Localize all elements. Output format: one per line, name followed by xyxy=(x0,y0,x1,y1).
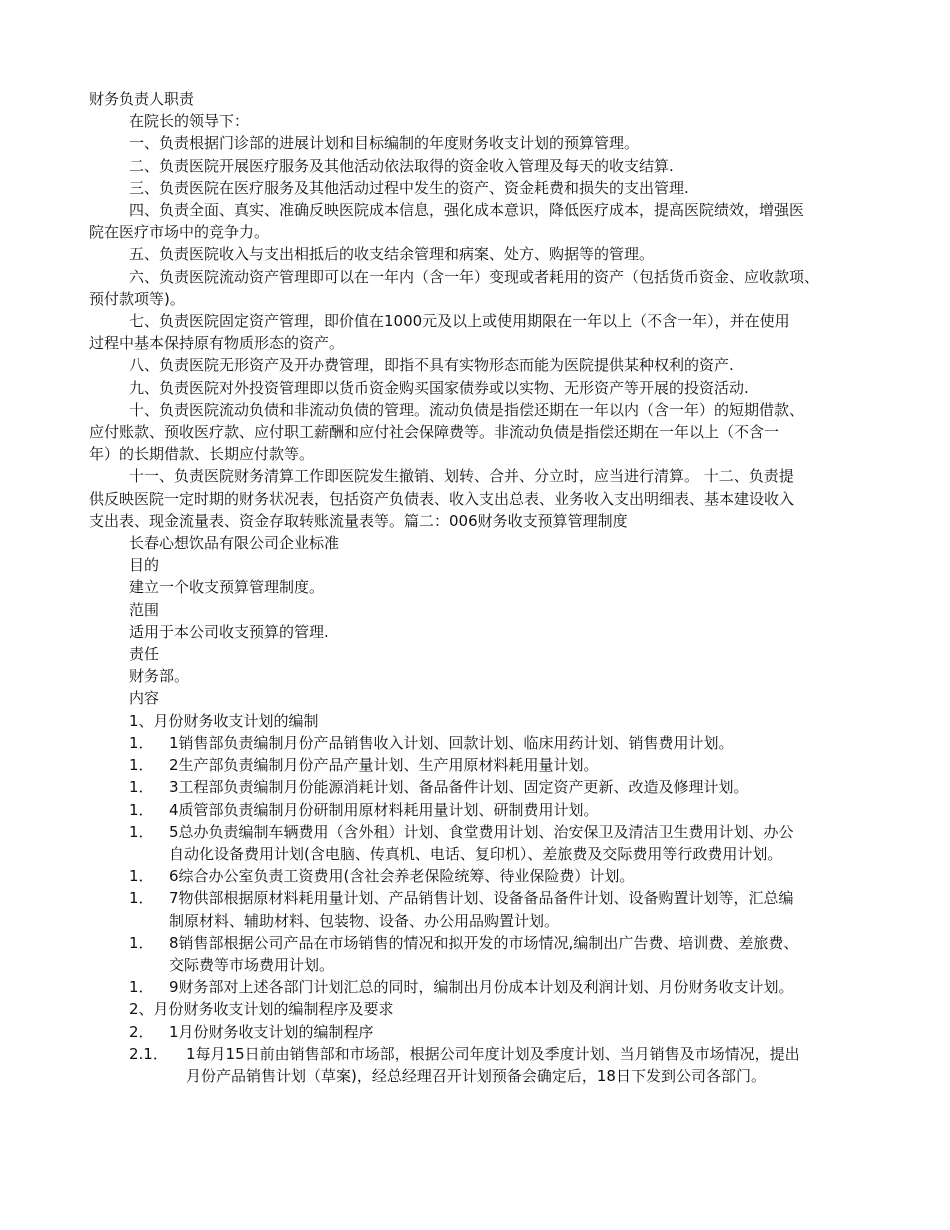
section-line: 1、月份财务收支计划的编制 xyxy=(129,711,319,730)
item-text xyxy=(169,976,870,998)
plan-items-list xyxy=(89,732,870,998)
item-line: 自动化设备费用计划(含电脑、传真机、电话、复印机）、差旅费及交际费用等行政费用计划。 xyxy=(169,844,783,863)
duty-line: 二、负责医院开展医疗服务及其他活动依法取得的资金收入管理及每天的收支结算. xyxy=(129,156,674,175)
section-standard xyxy=(89,532,870,732)
intro-line: 在院长的领导下： xyxy=(129,112,250,131)
item-line: 1月份财务收支计划的编制程序 xyxy=(169,1022,374,1041)
duty-line: 十、负责医院流动负债和非流动负债的管理。流动负债是指偿还期在一年以内（含一年）的短期借款、 xyxy=(129,400,805,419)
duty-paragraph xyxy=(89,354,870,376)
item-line: 4质管部负责编制月份研制用原材料耗用量计划、研制费用计划。 xyxy=(169,800,599,819)
duty-paragraph xyxy=(89,377,870,399)
item-text xyxy=(169,732,870,754)
duty-paragraph xyxy=(89,243,870,265)
item-text xyxy=(169,1021,870,1043)
section-line: 长春心想饮品有限公司企业标准 xyxy=(129,534,340,553)
duty-line: 年）的长期借款、长期应付款等。 xyxy=(89,445,315,464)
list-item xyxy=(89,887,870,931)
duty-line: 院在医疗市场中的竞争力。 xyxy=(89,223,270,242)
item-number: 2.1． xyxy=(129,1044,168,1063)
duty-paragraph xyxy=(89,266,870,310)
item-line: 6综合办公室负责工资费用(含社会养老保险统筹、待业保险费）计划。 xyxy=(169,867,635,886)
list-item xyxy=(89,976,870,998)
duty-line: 一、负责根据门诊部的进展计划和目标编制的年度财务收支计划的预算管理。 xyxy=(129,134,640,153)
duty-line: 供反映医院一定时期的财务状况表，包括资产负债表、收入支出总表、业务收入支出明细表、基本建设收入 xyxy=(89,489,795,508)
duty-paragraph xyxy=(89,155,870,177)
item-number: 1． xyxy=(129,756,154,775)
duty-line: 七、负责医院固定资产管理，即价值在1000元及以上或使用期限在一年以上（不含一年），并在使用 xyxy=(129,312,790,331)
list-item xyxy=(89,799,870,821)
item-text xyxy=(169,776,870,798)
item-text xyxy=(169,754,870,776)
item-number: 1． xyxy=(129,889,154,908)
item-text xyxy=(169,887,870,931)
duty-paragraph xyxy=(89,177,870,199)
duty-line: 九、负责医院对外投资管理即以货币资金购买国家债券或以实物、无形资产等开展的投资活动. xyxy=(129,378,749,397)
item-text xyxy=(169,821,870,865)
item-number: 1． xyxy=(129,978,154,997)
section-line: 适用于本公司收支预算的管理. xyxy=(129,622,329,641)
duty-paragraph xyxy=(89,465,870,532)
list-item xyxy=(89,754,870,776)
item-line: 1每月15日前由销售部和市场部，根据公司年度计划及季度计划、当月销售及市场情况，提出 xyxy=(186,1044,800,1063)
duty-paragraph xyxy=(89,399,870,466)
list-item xyxy=(89,865,870,887)
list-item xyxy=(89,776,870,798)
duty-line: 八、负责医院无形资产及开办费管理，即指不具有实物形态而能为医院提供某种权利的资产. xyxy=(129,356,734,375)
item-number: 1． xyxy=(129,778,154,797)
item-number: 1． xyxy=(129,733,154,752)
section-line: 建立一个收支预算管理制度。 xyxy=(129,578,325,597)
duty-line: 三、负责医院在医疗服务及其他活动过程中发生的资产、资金耗费和损失的支出管理. xyxy=(129,178,689,197)
list-item xyxy=(89,732,870,754)
section-heading: 2、月份财务收支计划的编制程序及要求 xyxy=(129,1000,394,1019)
section-line: 内容 xyxy=(129,689,160,708)
duty-paragraph xyxy=(89,199,870,243)
section-line: 目的 xyxy=(129,556,160,575)
item-line: 7物供部根据原材料耗用量计划、产品销售计划、设备备品备件计划、设备购置计划等，汇总编 xyxy=(169,889,794,908)
item-text xyxy=(169,865,870,887)
duty-line: 应付账款、预收医疗款、应付职工薪酬和应付社会保障费等。非流动负债是指偿还期在一年以上（不含一 xyxy=(89,423,780,442)
duty-line: 十一、负责医院财务清算工作即医院发生撤销、划转、合并、分立时，应当进行清算。 十二、负责提 xyxy=(129,467,794,486)
item-line: 2生产部负责编制月份产品产量计划、生产用原材料耗用量计划。 xyxy=(169,756,599,775)
item-number: 1． xyxy=(129,822,154,841)
item-number: 1． xyxy=(129,867,154,886)
list-item xyxy=(89,1021,870,1043)
duty-paragraph xyxy=(89,310,870,354)
doc-title: 财务负责人职责 xyxy=(89,90,195,108)
item-line: 制原材料、辅助材料、包装物、设备、办公用品购置计划。 xyxy=(169,911,560,930)
list-item xyxy=(89,932,870,976)
item-text xyxy=(169,799,870,821)
item-number: 2． xyxy=(129,1022,154,1041)
item-line: 8销售部根据公司产品在市场销售的情况和拟开发的市场情况,编制出广告费、培训费、差旅费、 xyxy=(169,933,799,952)
item-text xyxy=(186,1043,870,1087)
item-number: 1． xyxy=(129,800,154,819)
section-line: 财务部。 xyxy=(129,667,190,686)
item-line: 交际费等市场费用计划。 xyxy=(169,955,335,974)
section-line: 范围 xyxy=(129,600,160,619)
duty-paragraph xyxy=(89,132,870,154)
item-line: 9财务部对上述各部门计划汇总的同时，编制出月份成本计划及利润计划、月份财务收支计划。 xyxy=(169,978,794,997)
item-line: 5总办负责编制车辆费用（含外租）计划、食堂费用计划、治安保卫及清洁卫生费用计划、办公 xyxy=(169,822,794,841)
item-line: 1销售部负责编制月份产品销售收入计划、回款计划、临床用药计划、销售费用计划。 xyxy=(169,733,734,752)
list-item xyxy=(89,821,870,865)
list-item xyxy=(89,1043,870,1087)
duty-line: 预付款项等)。 xyxy=(89,289,185,308)
duty-line: 过程中基本保持原有物质形态的资产。 xyxy=(89,334,345,353)
section-line: 责任 xyxy=(129,645,160,664)
duty-line: 支出表、现金流量表、资金存取转账流量表等。篇二：006财务收支预算管理制度 xyxy=(89,511,628,530)
duty-line: 四、负责全面、真实、准确反映医院成本信息，强化成本意识，降低医疗成本，提高医院绩效，增强医 xyxy=(129,201,805,220)
duties-list xyxy=(89,132,870,532)
item-number: 1． xyxy=(129,933,154,952)
item-line: 月份产品销售计划（草案)，经总经理召开计划预备会确定后，18日下发到公司各部门。 xyxy=(186,1066,766,1085)
duty-line: 六、负责医院流动资产管理即可以在一年内（含一年）变现或者耗用的资产（包括货币资金、应收款项、 xyxy=(129,267,820,286)
item-text xyxy=(169,932,870,976)
duty-line: 五、负责医院收入与支出相抵后的收支结余管理和病案、处方、购据等的管理。 xyxy=(129,245,655,264)
item-line: 3工程部负责编制月份能源消耗计划、备品备件计划、固定资产更新、改造及修理计划。 xyxy=(169,778,749,797)
